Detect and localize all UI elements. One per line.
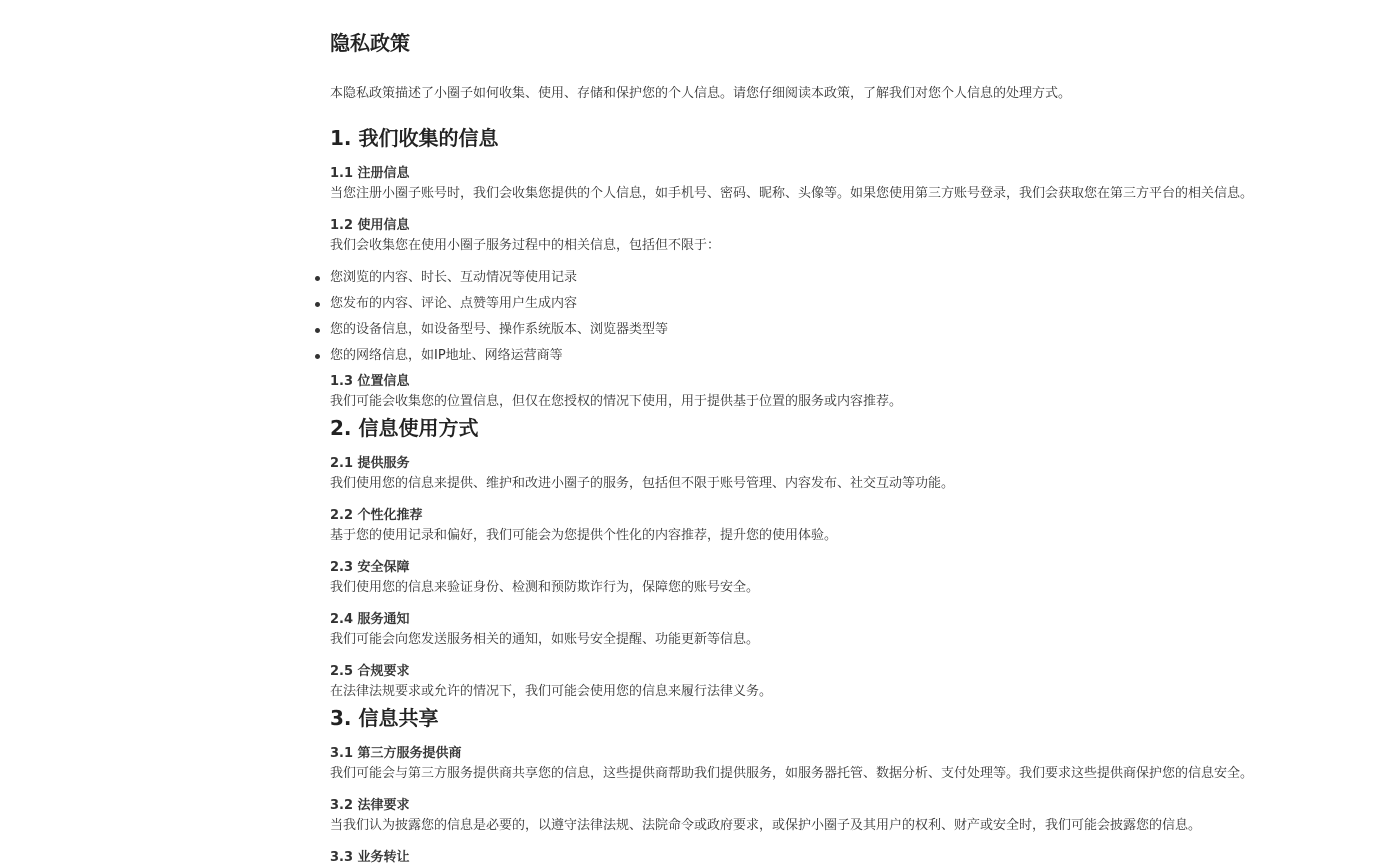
bullet-dot-icon xyxy=(315,354,320,359)
list-item-text: 您浏览的内容、时长、互动情况等使用记录 xyxy=(330,270,578,285)
subsection-body: 在法律法规要求或允许的情况下，我们可能会使用您的信息来履行法律义务。 xyxy=(330,684,773,699)
list-item xyxy=(330,320,1370,340)
list-item-text: 您的网络信息，如IP地址、网络运营商等 xyxy=(330,348,563,363)
bullet-dot-icon xyxy=(315,302,320,307)
subsection-heading: 2.5 合规要求 xyxy=(330,664,410,679)
bullet-dot-icon xyxy=(315,276,320,281)
intro-paragraph: 本隐私政策描述了小圈子如何收集、使用、存储和保护您的个人信息。请您仔细阅读本政策，了解我们对您个人信息的处理方式。 xyxy=(330,86,1072,101)
subsection-body: 我们会收集您在使用小圈子服务过程中的相关信息，包括但不限于： xyxy=(330,238,721,253)
subsection-body: 当我们认为披露您的信息是必要的，以遵守法律法规、法院命令或政府要求，或保护小圈子及其用户的权利、财产或安全时，我们可能会披露您的信息。 xyxy=(330,818,1202,833)
subsection-heading: 3.3 业务转让 xyxy=(330,850,410,865)
subsection-body: 我们可能会收集您的位置信息，但仅在您授权的情况下使用，用于提供基于位置的服务或内容推荐。 xyxy=(330,394,903,409)
subsection-heading: 2.4 服务通知 xyxy=(330,612,410,627)
subsection-heading: 1.3 位置信息 xyxy=(330,374,410,389)
list-item xyxy=(330,294,1370,314)
subsection-body: 基于您的使用记录和偏好，我们可能会为您提供个性化的内容推荐，提升您的使用体验。 xyxy=(330,528,838,543)
bullet-list xyxy=(330,268,1370,366)
subsection-body: 我们可能会向您发送服务相关的通知，如账号安全提醒、功能更新等信息。 xyxy=(330,632,760,647)
subsection-body: 我们使用您的信息来验证身份、检测和预防欺诈行为，保障您的账号安全。 xyxy=(330,580,760,595)
list-item-text: 您的设备信息，如设备型号、操作系统版本、浏览器类型等 xyxy=(330,322,669,337)
bullet-dot-icon xyxy=(315,328,320,333)
section-heading: 3. 信息共享 xyxy=(330,706,439,730)
section-heading: 1. 我们收集的信息 xyxy=(330,126,499,150)
page-title: 隐私政策 xyxy=(330,31,410,55)
subsection-heading: 2.3 安全保障 xyxy=(330,560,410,575)
subsection-body: 我们可能会与第三方服务提供商共享您的信息，这些提供商帮助我们提供服务，如服务器托管、数据分析、支付处理等。我们要求这些提供商保护您的信息安全。 xyxy=(330,766,1254,781)
subsection-heading: 2.1 提供服务 xyxy=(330,456,410,471)
list-item-text: 您发布的内容、评论、点赞等用户生成内容 xyxy=(330,296,578,311)
privacy-policy-document xyxy=(330,0,1370,868)
list-item xyxy=(330,268,1370,288)
subsection-heading: 3.2 法律要求 xyxy=(330,798,410,813)
subsection-heading: 1.1 注册信息 xyxy=(330,166,410,181)
subsection-heading: 2.2 个性化推荐 xyxy=(330,508,423,523)
list-item xyxy=(330,346,1370,366)
section-heading: 2. 信息使用方式 xyxy=(330,416,479,440)
subsection-heading: 1.2 使用信息 xyxy=(330,218,410,233)
subsection-body: 当您注册小圈子账号时，我们会收集您提供的个人信息，如手机号、密码、昵称、头像等。如果您使用第三方账号登录，我们会获取您在第三方平台的相关信息。 xyxy=(330,186,1254,201)
subsection-heading: 3.1 第三方服务提供商 xyxy=(330,746,462,761)
subsection-body: 我们使用您的信息来提供、维护和改进小圈子的服务，包括但不限于账号管理、内容发布、社交互动等功能。 xyxy=(330,476,955,491)
